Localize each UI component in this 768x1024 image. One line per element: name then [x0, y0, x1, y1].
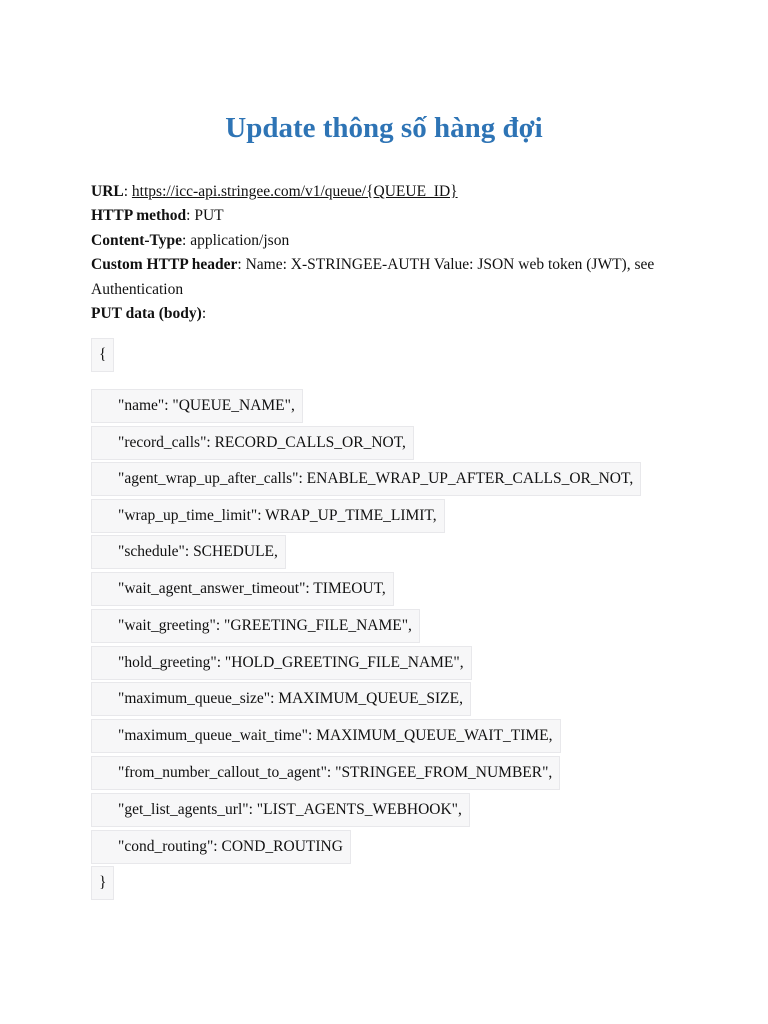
- code-line: "agent_wrap_up_after_calls": ENABLE_WRAP_UP_AFTER_CALLS_OR_NOT,: [91, 462, 641, 496]
- url-row: URL: https://icc-api.stringee.com/v1/queue/{QUEUE_ID}: [91, 183, 458, 200]
- body-label: PUT data (body): [91, 305, 202, 323]
- code-line: "wrap_up_time_limit": WRAP_UP_TIME_LIMIT,: [91, 499, 445, 533]
- code-line: "from_number_callout_to_agent": "STRINGEE_FROM_NUMBER",: [91, 756, 560, 790]
- code-open-brace: {: [91, 338, 114, 372]
- content-type-row: Content-Type: application/json: [91, 231, 290, 249]
- custom-header-row: Custom HTTP header: Name: X-STRINGEE-AUTH Value: JSON web token (JWT), see Authentication: [91, 256, 655, 298]
- code-line: "wait_agent_answer_timeout": TIMEOUT,: [91, 572, 394, 606]
- content-type-value: application/json: [190, 231, 290, 249]
- content-type-label: Content-Type: [91, 231, 182, 249]
- code-line: "cond_routing": COND_ROUTING: [91, 830, 351, 864]
- code-line: "schedule": SCHEDULE,: [91, 535, 286, 569]
- code-line: "get_list_agents_url": "LIST_AGENTS_WEBHOOK",: [91, 793, 470, 827]
- method-value: PUT: [194, 207, 224, 225]
- code-line: "wait_greeting": "GREETING_FILE_NAME",: [91, 609, 420, 643]
- method-label: HTTP method: [91, 207, 187, 225]
- body-row: PUT data (body):: [91, 305, 207, 323]
- url-label: URL: [91, 183, 124, 200]
- method-row: HTTP method: PUT: [91, 207, 224, 225]
- code-line: "maximum_queue_size": MAXIMUM_QUEUE_SIZE,: [91, 682, 471, 716]
- code-line: "name": "QUEUE_NAME",: [91, 389, 303, 423]
- code-line: "hold_greeting": "HOLD_GREETING_FILE_NAME",: [91, 646, 472, 680]
- page-title: Update thông số hàng đợi: [225, 112, 543, 144]
- url-link[interactable]: https://icc-api.stringee.com/v1/queue/{QUEUE_ID}: [131, 183, 458, 200]
- custom-header-label: Custom HTTP header: [91, 256, 238, 274]
- code-line: "record_calls": RECORD_CALLS_OR_NOT,: [91, 426, 414, 460]
- custom-header-value: Name: X-STRINGEE-AUTH Value: JSON web token (JWT), see Authentication: [91, 256, 655, 298]
- code-line: "maximum_queue_wait_time": MAXIMUM_QUEUE_WAIT_TIME,: [91, 719, 561, 753]
- endpoint-details: [91, 180, 691, 326]
- code-close-brace: }: [91, 866, 114, 900]
